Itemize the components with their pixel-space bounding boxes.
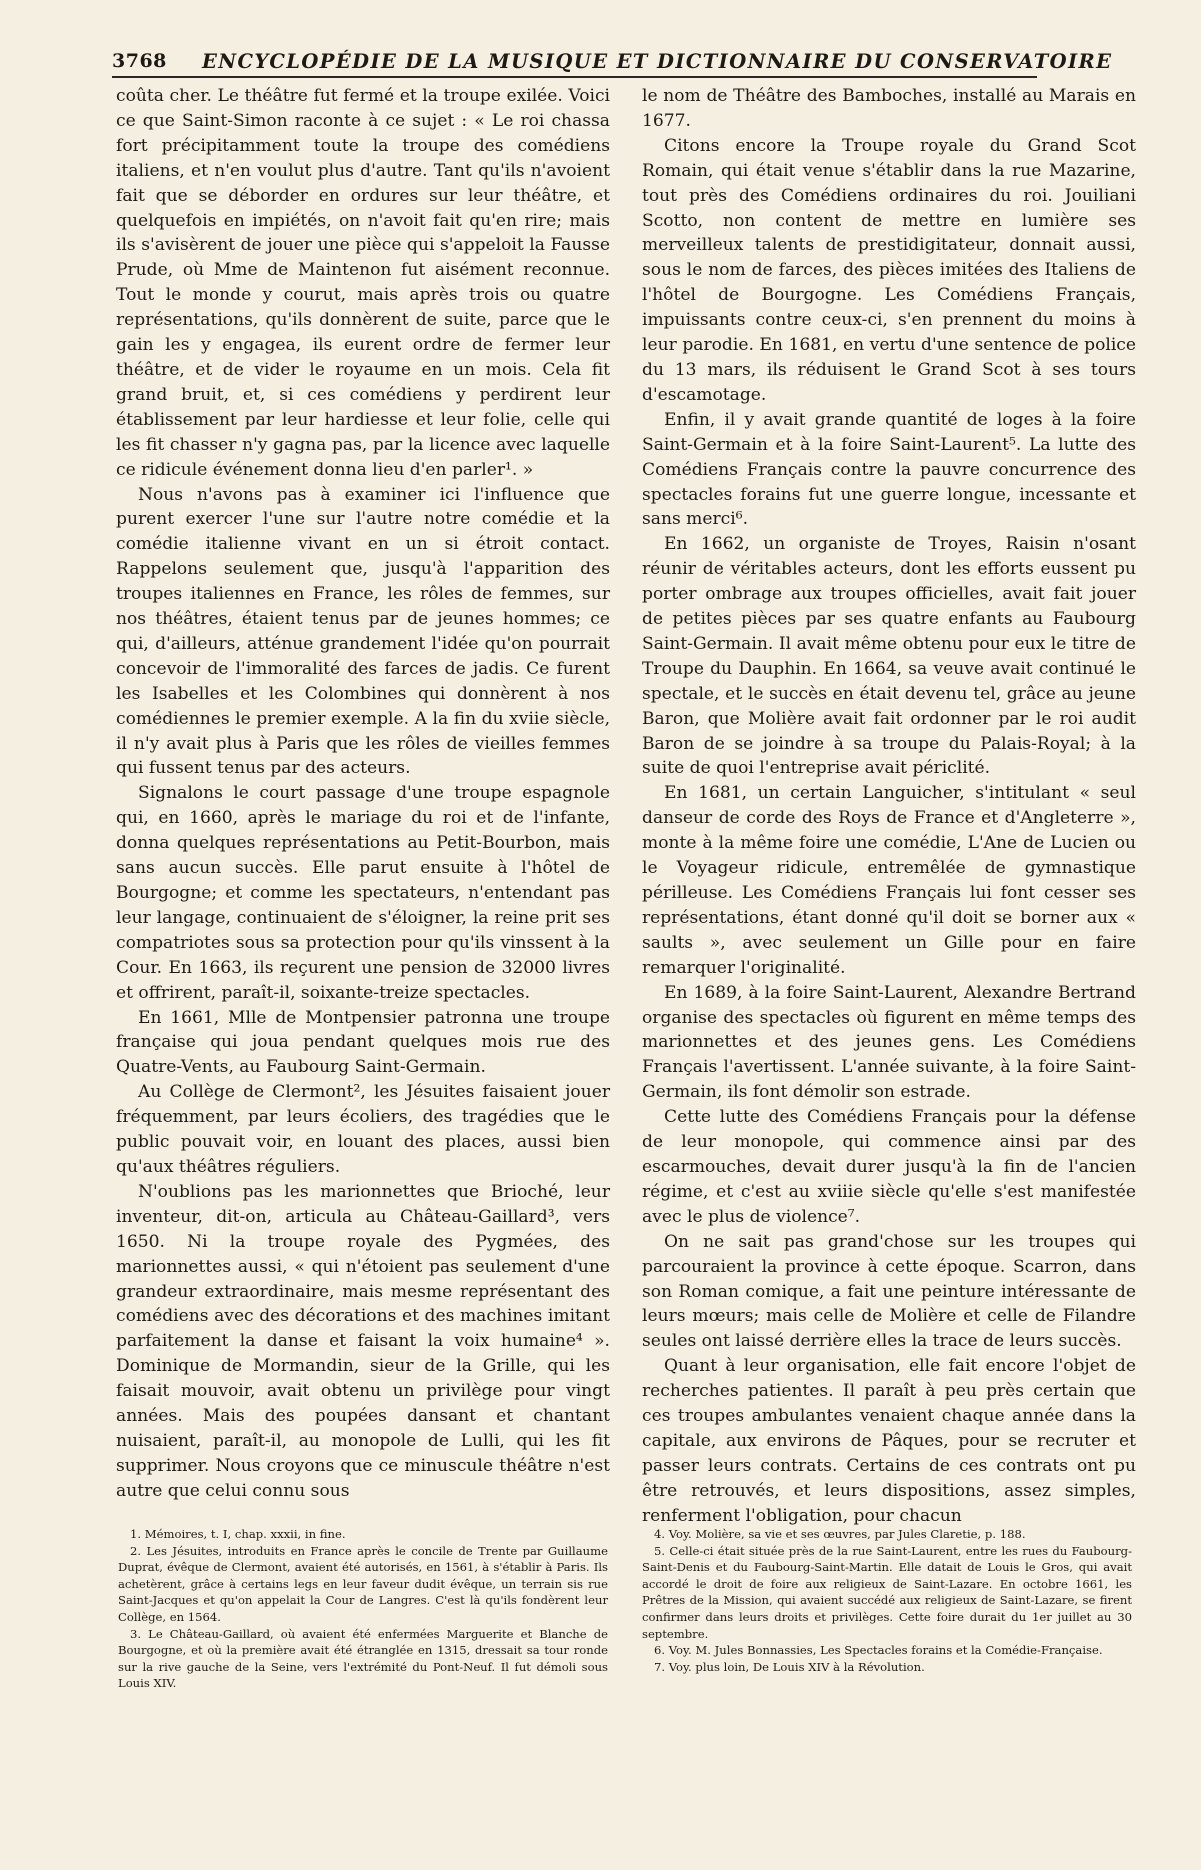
footnote: 5. Celle-ci était située près de la rue Saint-Laurent, entre les rues du Faubourg-Saint-Denis et du Faubourg-Saint-Martin. Elle datait de Louis le Gros, qui avait accordé le droit de foire aux religieux de Saint-Lazare. En octobre 1661, les Prêtres de la Mission, qui avaient succédé aux religieux de Saint-Lazare, se firent confirmer dans leurs droits et privilèges. Cette foire durait du 1er juillet au 30 septembre. (642, 1543, 1132, 1641)
paragraph: Citons encore la Troupe royale du Grand Scot Romain, qui était venue s'établir dans la rue Mazarine, tout près des Comédiens ordinaires du roi. Jouiliani Scotto, non content de mettre en lumière ses merveilleux talents de prestidigitateur, donnait aussi, sous le nom de farces, des pièces imitées des Italiens de l'hôtel de Bourgogne. Les Comédiens Français, impuissants contre ceux-ci, s'en prennent du moins à leur parodie. En 1681, en vertu d'une sentence de police du 13 mars, ils réduisent le Grand Scot à ses tours d'escamotage. (642, 135, 1136, 405)
paragraph: Au Collège de Clermont², les Jésuites faisaient jouer fréquemment, par leurs écoliers, des tragédies que le public pouvait voir, en louant des places, aussi bien qu'aux théâtres réguliers. (116, 1082, 610, 1177)
left-column (116, 84, 610, 1504)
paragraph: Quant à leur organisation, elle fait encore l'objet de recherches patientes. Il paraît à peu près certain que ces troupes ambulantes venaient chaque année dans la capitale, aux environs de Pâques, pour se recruter et passer leurs contrats. Certains de ces contrats ont pu être retrouvés, et leurs dispositions, assez simples, renferment l'obligation, pour chacun (642, 1356, 1136, 1526)
paragraph: Enfin, il y avait grande quantité de loges à la foire Saint-Germain et à la foire Saint-Laurent⁵. La lutte des Comédiens Français contre la pauvre concurrence des spectacles forains fut une guerre longue, incessante et sans merci⁶. (642, 409, 1136, 530)
footnotes-left (118, 1526, 608, 1692)
right-column (642, 84, 1136, 1529)
page-number: 3768 (112, 50, 167, 72)
paragraph: le nom de Théâtre des Bamboches, installé au Marais en 1677. (642, 86, 1136, 131)
paragraph: Nous n'avons pas à examiner ici l'influence que purent exercer l'une sur l'autre notre comédie et la comédie italienne vivant en un si étroit contact. Rappelons seulement que, jusqu'à l'apparition des troupes italiennes en France, les rôles de femmes, sur nos théâtres, étaient tenus par de jeunes hommes; ce qui, d'ailleurs, atténue grandement l'idée qu'on pourrait concevoir de l'immoralité des farces de jadis. Ce furent les Isabelles et les Colombines qui donnèrent à nos comédiennes le premier exemple. A la fin du xviie siècle, il n'y avait plus à Paris que les rôles de vieilles femmes qui fussent tenus par des acteurs. (116, 484, 610, 779)
paragraph: En 1681, un certain Languicher, s'intitulant « seul danseur de corde des Roys de France et d'Angleterre », monte à la même foire une comédie, L'Ane de Lucien ou le Voyageur ridicule, entremêlée de gymnastique périlleuse. Les Comédiens Français lui font cesser ses représentations, étant donné qu'il doit se borner aux « saults », avec seulement un Gille pour en faire remarquer l'originalité. (642, 783, 1136, 978)
footnote: 3. Le Château-Gaillard, où avaient été enfermées Marguerite et Blanche de Bourgogne, et où la première avait été étranglée en 1315, dressait sa tour ronde sur la rive gauche de la Seine, vers l'extrémité du Pont-Neuf. Il fut démoli sous Louis XIV. (118, 1626, 608, 1691)
running-title: ENCYCLOPÉDIE DE LA MUSIQUE ET DICTIONNAIRE DU CONSERVATOIRE (202, 50, 1113, 73)
paragraph: Cette lutte des Comédiens Français pour la défense de leur monopole, qui commence ainsi par des escarmouches, devait durer jusqu'à la fin de l'ancien régime, et c'est au xviiie siècle qu'elle s'est manifestée avec le plus de violence⁷. (642, 1107, 1136, 1227)
paragraph: En 1662, un organiste de Troyes, Raisin n'osant réunir de véritables acteurs, dont les efforts eussent pu porter ombrage aux troupes officielles, avait fait jouer de petites pièces par ses quatre enfants au Faubourg Saint-Germain. Il avait même obtenu pour eux le titre de Troupe du Dauphin. En 1664, sa veuve avait continué le spectale, et le succès en était devenu tel, grâce au jeune Baron, que Molière avait fait ordonner par le roi audit Baron de se joindre à sa troupe du Palais-Royal; à la suite de quoi l'entreprise avait périclité. (642, 534, 1136, 779)
paragraph: En 1661, Mlle de Montpensier patronna une troupe française qui joua pendant quelques mois rue des Quatre-Vents, au Faubourg Saint-Germain. (116, 1007, 610, 1078)
paragraph: En 1689, à la foire Saint-Laurent, Alexandre Bertrand organise des spectacles où figurent en même temps des marionnettes et des jeunes gens. Les Comédiens Français l'avertissent. L'année suivante, à la foire Saint-Germain, ils font démolir son estrade. (642, 982, 1136, 1103)
paragraph: coûta cher. Le théâtre fut fermé et la troupe exilée. Voici ce que Saint-Simon raconte à ce sujet : « Le roi chassa fort précipitamment toute la troupe des comédiens italiens, et n'en voulut plus d'autre. Tant qu'ils n'avoient fait que se déborder en ordures sur leur théâtre, et quelquefois en impiétés, on n'avoit fait qu'en rire; mais ils s'avisèrent de jouer une pièce qui s'appeloit la Fausse Prude, où Mme de Maintenon fut aisément reconnue. Tout le monde y courut, mais après trois ou quatre représentations, qu'ils donnèrent de suite, parce que le gain les y engagea, ils eurent ordre de fermer leur théâtre, et de vider le royaume en un mois. Cela fit grand bruit, et, si ces comédiens y perdirent leur établissement par leur hardiesse et leur folie, celle qui les fit chasser n'y gagna pas, par la licence avec laquelle ce ridicule événement donna lieu d'en parler¹. » (116, 86, 610, 480)
running-header (112, 50, 1113, 78)
paragraph: N'oublions pas les marionnettes que Brioché, leur inventeur, dit-on, articula au Château-Gaillard³, vers 1650. Ni la troupe royale des Pygmées, des marionnettes aussi, « qui n'étoient pas seulement d'une grandeur extraordinaire, mais mesme représentant des comédiens avec des décorations et des machines imitant parfaitement la danse et faisant la voix humaine⁴ ». Dominique de Mormandin, sieur de la Grille, qui les faisait mouvoir, avait obtenu un privilège pour vingt années. Mais des poupées dansant et chantant nuisaient, paraît-il, au monopole de Lulli, qui les fit supprimer. Nous croyons que ce minuscule théâtre n'est autre que celui connu sous (116, 1181, 610, 1501)
footnote: 1. Mémoires, t. I, chap. xxxii, in fine. (130, 1527, 346, 1541)
footnote: 6. Voy. M. Jules Bonnassies, Les Spectacles forains et la Comédie-Française. (654, 1643, 1103, 1658)
paragraph: On ne sait pas grand'chose sur les troupes qui parcouraient la province à cette époque. Scarron, dans son Roman comique, a fait une peinture intéressante de leurs mœurs; mais celle de Molière et celle de Filandre seules ont laissé derrière elles la trace de leurs succès. (642, 1231, 1136, 1352)
footnotes-right (642, 1526, 1132, 1675)
paragraph: Signalons le court passage d'une troupe espagnole qui, en 1660, après le mariage du roi et de l'infante, donna quelques représentations au Petit-Bourbon, mais sans aucun succès. Elle parut ensuite à l'hôtel de Bourgogne; et comme les spectateurs, n'entendant pas leur langage, continuaient de s'éloigner, la reine prit ses compatriotes sous sa protection pour qu'ils vinssent à la Cour. En 1663, ils reçurent une pension de 32000 livres et offrirent, paraît-il, soixante-treize spectacles. (116, 783, 610, 1003)
footnote: 7. Voy. plus loin, De Louis XIV à la Révolution. (654, 1659, 925, 1674)
footnote: 4. Voy. Molière, sa vie et ses œuvres, par Jules Claretie, p. 188. (654, 1527, 1026, 1541)
footnote: 2. Les Jésuites, introduits en France après le concile de Trente par Guillaume Duprat, évêque de Clermont, avaient été autorisés, en 1561, à s'établir à Paris. Ils achetèrent, grâce à certains legs en leur faveur dudit évêque, un terrain sis rue Saint-Jacques et qu'on appelait la Cour de Langres. C'est là qu'ils fondèrent leur Collège, en 1564. (118, 1543, 608, 1624)
